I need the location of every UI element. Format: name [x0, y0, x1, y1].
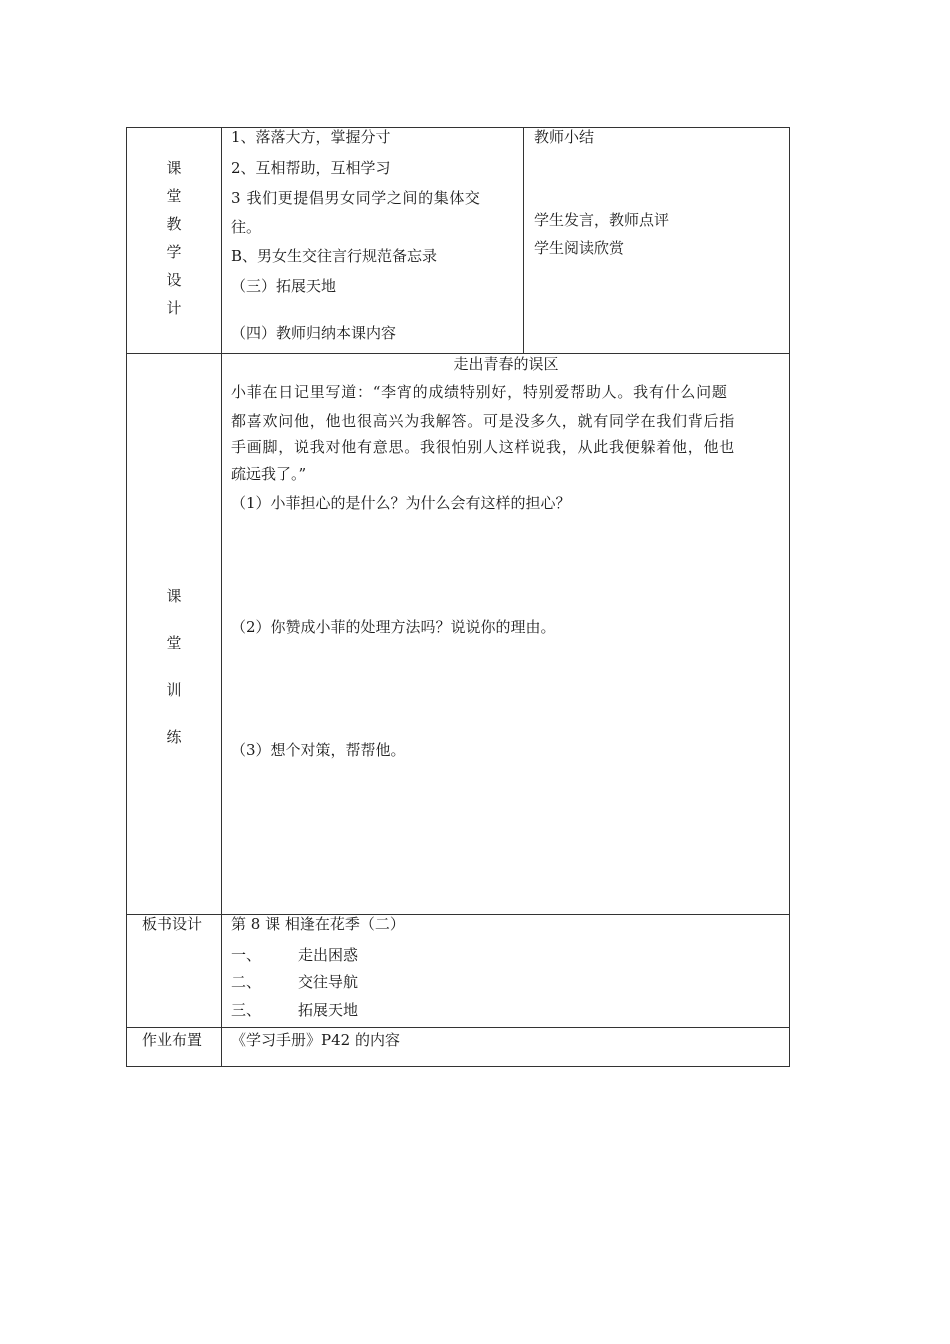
- board-item-text: 拓展天地: [298, 1001, 359, 1019]
- question-1: （1）小菲担心的是什么？为什么会有这样的担心？: [231, 494, 571, 512]
- board-label: 板书设计: [142, 915, 203, 933]
- student-speak: 学生发言，教师点评: [534, 211, 670, 229]
- label-char: 设: [166, 271, 182, 289]
- story-line: 疏远我了。”: [231, 465, 307, 483]
- design-line: 2、互相帮助，互相学习: [231, 159, 391, 177]
- design-line: 3 我们更提倡男女同学之间的集体交: [231, 189, 481, 207]
- question-2: （2）你赞成小菲的处理方法吗？说说你的理由。: [231, 618, 556, 636]
- table-border-right: [789, 127, 790, 1067]
- question-3: （3）想个对策，帮帮他。: [231, 741, 406, 759]
- label-char: 训: [166, 681, 182, 699]
- student-read: 学生阅读欣赏: [534, 239, 625, 257]
- story-line: 小菲在日记里写道：“李宵的成绩特别好，特别爱帮助人。我有什么问题: [231, 383, 728, 401]
- board-item-text: 交往导航: [298, 973, 359, 991]
- homework-label: 作业布置: [142, 1031, 203, 1049]
- label-char: 教: [166, 215, 182, 233]
- table-border-top: [126, 127, 790, 128]
- table-border-bottom: [126, 1066, 790, 1067]
- column-divider: [221, 127, 222, 1067]
- design-row-label: [164, 157, 184, 325]
- row-divider: [126, 1027, 790, 1028]
- design-line: （三）拓展天地: [231, 277, 337, 295]
- design-line: （四）教师归纳本课内容: [231, 324, 397, 342]
- board-item-text: 走出困惑: [298, 946, 359, 964]
- design-line: 1、落落大方，掌握分寸: [231, 128, 391, 146]
- column-divider: [523, 127, 524, 353]
- label-char: 课: [166, 587, 182, 605]
- training-row-label: [164, 585, 184, 773]
- row-divider: [126, 914, 790, 915]
- label-char: 堂: [166, 187, 182, 205]
- table-border-left: [126, 127, 127, 1067]
- design-line: B、男女生交往言行规范备忘录: [231, 247, 438, 265]
- story-line: 手画脚，说我对他有意思。我很怕别人这样说我，从此我便躲着他，他也: [231, 438, 736, 456]
- label-char: 堂: [166, 634, 182, 652]
- training-title: 走出青春的误区: [453, 355, 559, 373]
- label-char: 课: [166, 159, 182, 177]
- board-item-number: 三、: [231, 1001, 262, 1019]
- story-line: 都喜欢问他，他也很高兴为我解答。可是没多久，就有同学在我们背后指: [231, 412, 736, 430]
- label-char: 计: [166, 299, 182, 317]
- label-char: 学: [166, 243, 182, 261]
- lesson-table: [126, 127, 790, 1067]
- board-item-number: 二、: [231, 973, 262, 991]
- design-line: 往。: [231, 218, 262, 236]
- board-item-number: 一、: [231, 946, 262, 964]
- board-title: 第 8 课 相逢在花季（二）: [231, 915, 405, 933]
- teacher-summary: 教师小结: [534, 128, 595, 146]
- homework-content: 《学习手册》P42 的内容: [231, 1031, 400, 1049]
- label-char: 练: [166, 728, 182, 746]
